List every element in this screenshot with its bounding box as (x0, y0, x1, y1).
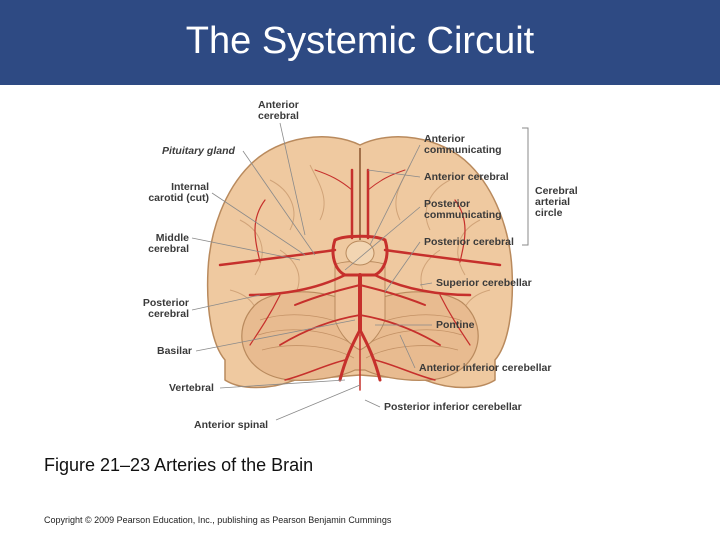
figure-caption: Figure 21–23 Arteries of the Brain (44, 455, 314, 475)
label-pituitary-gland: Pituitary gland (162, 145, 235, 157)
label-posterior-inferior-cerebellar: Posterior inferior cerebellar (384, 401, 522, 413)
label-posterior-communicating-line2: communicating (424, 209, 502, 221)
copyright-notice: Copyright © 2009 Pearson Education, Inc., publishing as Pearson Benjamin Cummings (44, 515, 392, 525)
slide-title: The Systemic Circuit (185, 20, 535, 62)
label-cerebral-arterial-circle-line1: Cerebral (535, 185, 578, 197)
label-posterior-cerebral-line1: Posterior (142, 297, 189, 309)
label-superior-cerebellar: Superior cerebellar (436, 277, 532, 289)
label-posterior-cerebral-line2: cerebral (148, 308, 189, 320)
label-anterior-communicating-line1: Anterior (424, 133, 465, 145)
label-middle-cerebral-line2: cerebral (148, 243, 189, 255)
label-pontine: Pontine (436, 319, 475, 331)
label-internal-carotid-line2: carotid (cut) (148, 192, 209, 204)
label-anterior-cerebral: Anterior cerebral (424, 171, 509, 183)
label-internal-carotid-line1: Internal (171, 181, 209, 193)
cerebral-arterial-circle-bracket (522, 128, 528, 245)
label-basilar: Basilar (157, 345, 193, 357)
label-anterior-cerebral-top-line2: cerebral (258, 110, 299, 122)
label-vertebral: Vertebral (169, 382, 214, 394)
label-anterior-inferior-cerebellar: Anterior inferior cerebellar (419, 362, 552, 374)
label-cerebral-arterial-circle-line2: arterial (535, 196, 571, 208)
label-anterior-cerebral-top-line1: Anterior (258, 99, 299, 111)
label-anterior-communicating-line2: communicating (424, 144, 502, 156)
label-anterior-spinal: Anterior spinal (194, 419, 269, 431)
label-posterior-cerebral: Posterior cerebral (424, 236, 514, 248)
label-posterior-communicating-line1: Posterior (424, 198, 471, 210)
label-middle-cerebral-line1: Middle (155, 232, 189, 244)
label-cerebral-arterial-circle-line3: circle (535, 207, 563, 219)
